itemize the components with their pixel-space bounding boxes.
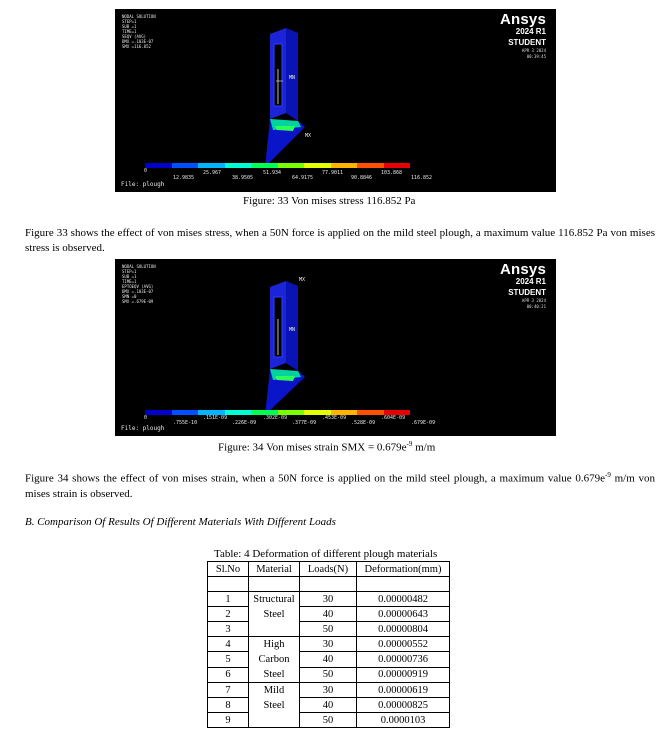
deformation-cell: 0.00000482 [357, 592, 450, 607]
sl-cell: 6 [208, 667, 249, 682]
column-header: Loads(N) [300, 562, 357, 577]
material-line: Steel [263, 700, 285, 711]
ansys-version: 2024 R1 [515, 277, 546, 286]
fig33-legend-value: 0 [144, 168, 148, 174]
figure-33-image [115, 9, 556, 192]
table-row [208, 667, 450, 682]
material-cell [249, 637, 300, 683]
fig34-info-line: TIME=1 [122, 279, 137, 284]
fig34-legend-value: .377E-09 [292, 420, 317, 426]
fig33-info-line: STEP=1 [122, 19, 137, 24]
fig34-info-line: STEP=1 [122, 269, 137, 274]
fig33-legend-value: 12.9835 [173, 175, 195, 181]
fig34-info-line: SMN =0 [122, 294, 137, 299]
fig33-mn-label: MN [289, 75, 296, 81]
deformation-cell: 0.00000804 [357, 622, 450, 637]
fig34-legend-value: .453E-09 [322, 415, 347, 421]
deformation-cell: 0.0000103 [357, 713, 450, 728]
load-cell: 40 [300, 607, 357, 622]
paragraph-figure-34 [25, 468, 655, 502]
paragraph-figure-33: Figure 33 shows the effect of von mises stress, when a 50N force is applied on the mild steel plough, a maximum value 116.852 Pa von mises stress is observed. [25, 227, 655, 254]
fig34-legend-value: .604E-09 [381, 415, 406, 421]
fig34-date: APR 3 2024 [521, 298, 546, 303]
deformation-cell: 0.00000552 [357, 637, 450, 652]
table-row [208, 652, 450, 667]
deformation-cell: 0.00000919 [357, 667, 450, 682]
fig34-info-line: DMX =.103E-07 [122, 289, 154, 294]
load-cell: 50 [300, 667, 357, 682]
load-cell: 30 [300, 592, 357, 607]
fig33-file-label: File: plough [121, 181, 165, 188]
fig34-legend-value: 0 [144, 415, 148, 421]
table-header-row [208, 562, 450, 577]
color-swatch [278, 163, 305, 168]
material-cell [249, 592, 300, 637]
caption-exponent: -9 [406, 440, 413, 448]
load-cell: 40 [300, 652, 357, 667]
fig33-legend-value: 51.934 [263, 170, 282, 176]
color-swatch [357, 410, 384, 415]
material-line: Steel [263, 609, 285, 620]
table-row [208, 637, 450, 652]
sl-cell: 9 [208, 713, 249, 728]
color-swatch [384, 163, 411, 168]
fig34-mn-label: MN [289, 327, 296, 333]
color-swatch [145, 163, 172, 168]
fig33-info-line: NODAL SOLUTION [122, 14, 156, 19]
color-swatch [357, 163, 384, 168]
sl-cell: 5 [208, 652, 249, 667]
sl-cell: 8 [208, 698, 249, 713]
sl-cell: 3 [208, 622, 249, 637]
table-row [208, 683, 450, 698]
fig34-legend-value: .528E-09 [351, 420, 376, 426]
fig33-legend-value: 38.9505 [232, 175, 254, 181]
sl-cell: 2 [208, 607, 249, 622]
fig34-legend-value: .679E-09 [411, 420, 436, 426]
material-line: Steel [263, 669, 285, 680]
caption-unit: m/m [412, 441, 436, 454]
para-exponent: -9 [605, 471, 611, 479]
ansys-edition: STUDENT [508, 288, 546, 297]
column-header: Deformation(mm) [357, 562, 450, 577]
fig34-time: 00:40:21 [526, 304, 546, 309]
deformation-cell: 0.00000619 [357, 683, 450, 698]
fig34-file-label: File: plough [121, 425, 165, 432]
fig33-date: APR 3 2024 [521, 48, 546, 53]
figure-34-image [115, 259, 556, 436]
caption-text: Figure: 34 Von mises strain SMX = 0.679e [218, 441, 407, 454]
table-row [208, 713, 450, 728]
fig33-info-line: SEQV (AVG) [122, 34, 147, 39]
sl-cell: 1 [208, 592, 249, 607]
fig33-mx-label: MX [305, 133, 312, 139]
fig33-color-bar [145, 163, 410, 168]
deformation-cell: 0.00000643 [357, 607, 450, 622]
fig33-info-line: TIME=1 [122, 29, 137, 34]
color-swatch [225, 410, 252, 415]
fig34-info-line: SMX =.679E-09 [122, 299, 154, 304]
para-text: Figure 34 shows the effect of von mises strain, when a 50N force is applied on the mild steel plough, a maximum value 0.679e [25, 472, 606, 485]
table-spacer-row [208, 577, 450, 592]
material-line: Structural [253, 594, 295, 605]
fig34-legend-value: .151E-09 [203, 415, 228, 421]
para-text: m/m von mises strain is observed. [25, 472, 656, 500]
fig33-time: 00:39:45 [526, 54, 546, 59]
load-cell: 30 [300, 683, 357, 698]
table-caption: Table: 4 Deformation of different plough materials [214, 548, 438, 560]
figure-33-caption: Figure: 33 Von mises stress 116.852 Pa [243, 195, 416, 207]
material-cell [249, 683, 300, 728]
table-row [208, 698, 450, 713]
load-cell: 50 [300, 622, 357, 637]
table-row [208, 622, 450, 637]
fig33-legend-value: 25.967 [203, 170, 222, 176]
figure-34-caption [218, 440, 435, 454]
column-header: Material [249, 562, 300, 577]
deformation-cell: 0.00000825 [357, 698, 450, 713]
ansys-logo: Ansys [499, 11, 546, 28]
fig33-info-line: SUB =1 [122, 24, 137, 29]
fig33-legend-value: 116.852 [411, 175, 433, 181]
deformation-table [207, 561, 450, 728]
load-cell: 50 [300, 713, 357, 728]
material-line: Carbon [258, 654, 290, 665]
material-line: High [263, 639, 285, 650]
fig34-info-line: NODAL SOLUTION [122, 264, 156, 269]
fig33-legend-value: 90.8846 [351, 175, 373, 181]
material-line: Mild [263, 685, 285, 696]
color-swatch [198, 163, 225, 168]
color-swatch [172, 410, 199, 415]
table-row [208, 607, 450, 622]
color-swatch [225, 163, 252, 168]
fig34-legend-value: .302E-09 [263, 415, 288, 421]
sl-cell: 4 [208, 637, 249, 652]
fig33-legend-value: 64.9175 [292, 175, 314, 181]
fig33-info-line: SMX =116.852 [122, 44, 151, 49]
color-swatch [145, 410, 172, 415]
fig34-legend-value: .755E-10 [173, 420, 198, 426]
load-cell: 40 [300, 698, 357, 713]
fig34-info-line: SUB =1 [122, 274, 137, 279]
ansys-logo: Ansys [499, 261, 546, 278]
fig33-legend-value: 103.868 [381, 170, 403, 176]
sl-cell: 7 [208, 683, 249, 698]
fig34-legend-value: .226E-09 [232, 420, 257, 426]
table-row [208, 592, 450, 607]
ansys-edition: STUDENT [508, 38, 546, 47]
fig34-mx-label: MX [299, 277, 306, 283]
deformation-cell: 0.00000736 [357, 652, 450, 667]
color-swatch [304, 163, 331, 168]
color-swatch [251, 163, 278, 168]
load-cell: 30 [300, 637, 357, 652]
fig33-legend-value: 77.9011 [322, 170, 344, 176]
section-heading: B. Comparison Of Results Of Different Materials With Different Loads [25, 516, 336, 528]
ansys-version: 2024 R1 [515, 27, 546, 36]
color-swatch [331, 163, 358, 168]
fig34-info-line: EPTOEQV (AVG) [122, 284, 154, 289]
column-header: Sl.No [208, 562, 249, 577]
fig33-info-line: DMX =.103E-07 [122, 39, 154, 44]
color-swatch [172, 163, 199, 168]
